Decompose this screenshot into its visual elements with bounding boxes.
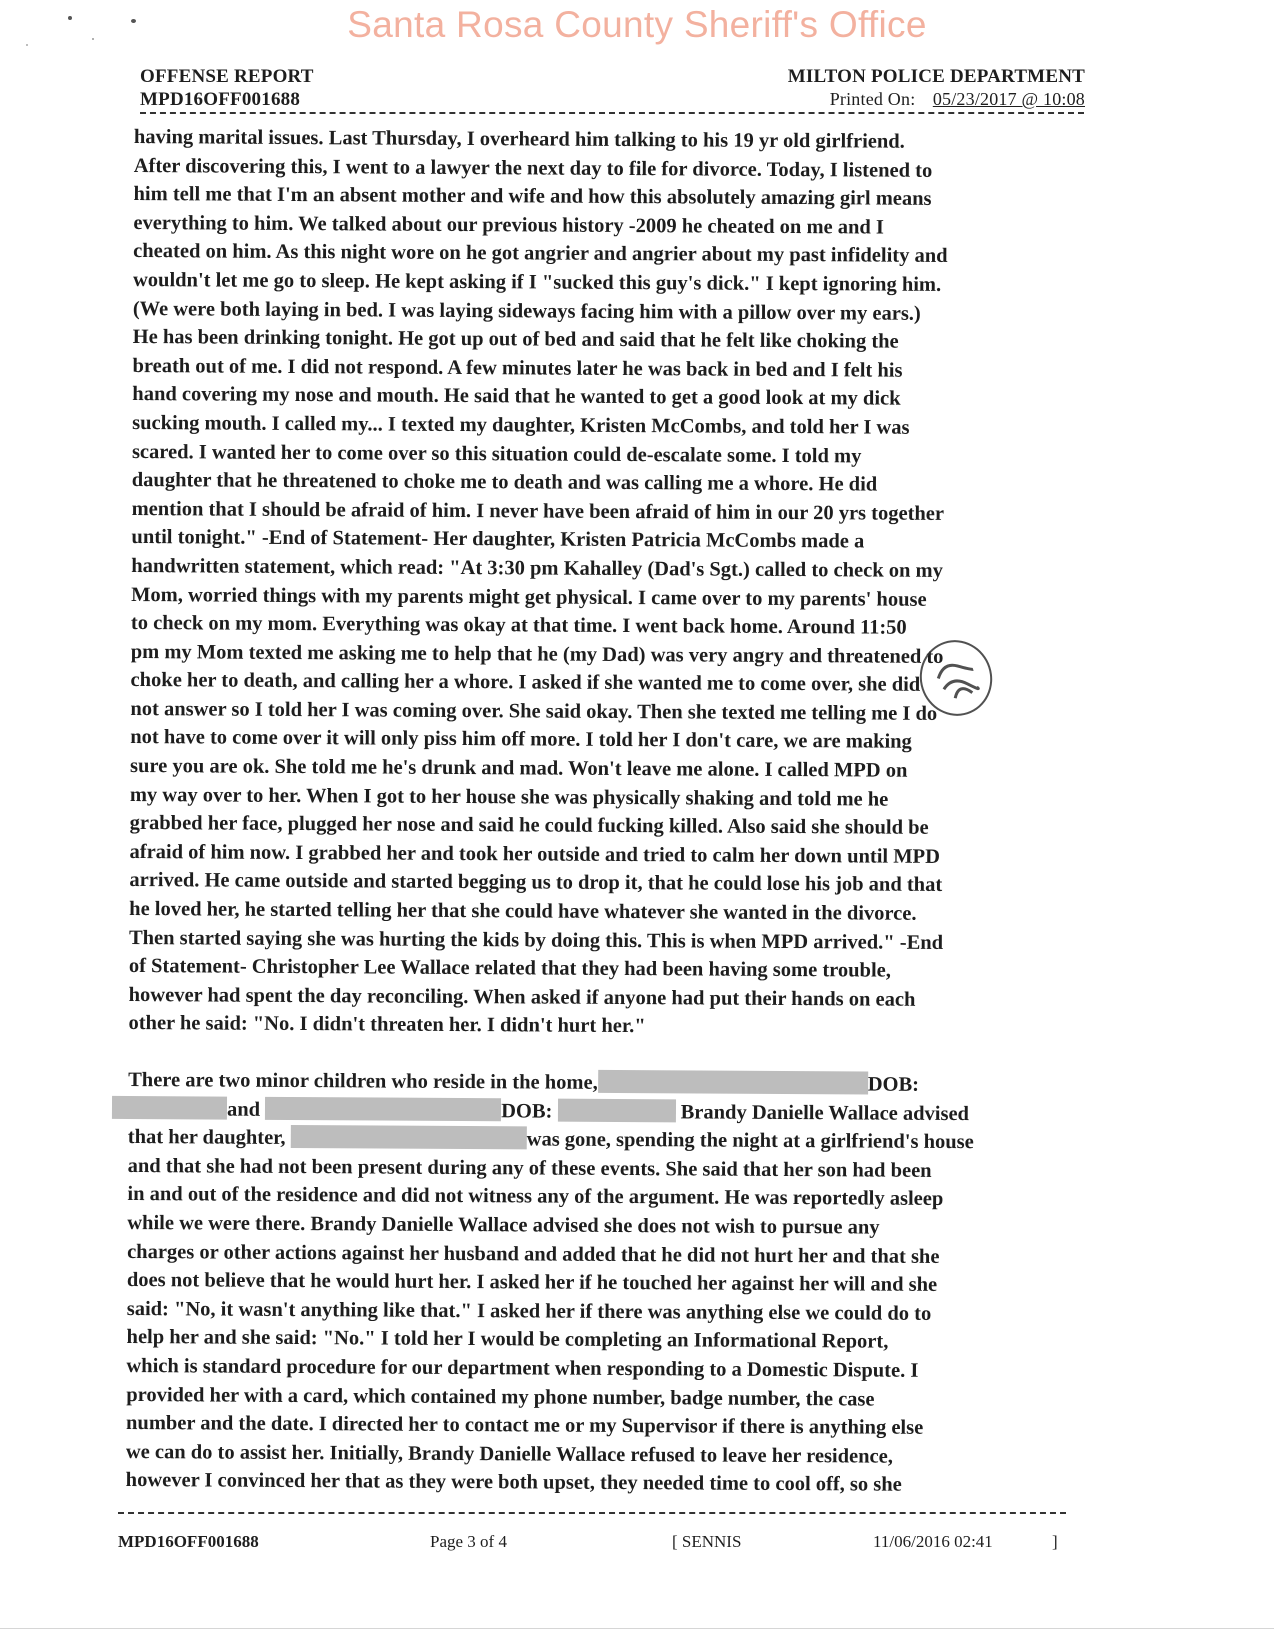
narrative-line: having marital issues. Last Thursday, I overheard him talking to his 19 yr old girlfriend. bbox=[133, 125, 905, 153]
narrative-line: everything to him. We talked about our previous history -2009 he cheated on me and I bbox=[133, 211, 885, 239]
footer-page-number: Page 3 of 4 bbox=[430, 1532, 507, 1551]
report-type: OFFENSE REPORT bbox=[140, 66, 314, 87]
advised-text: Brandy Danielle Wallace advised bbox=[680, 1100, 970, 1125]
redaction-box bbox=[598, 1070, 868, 1095]
narrative-line: mention that I should be afraid of him. I never have been afraid of him in our 20 yrs together bbox=[131, 497, 945, 525]
narrative-line: however I convinced her that as they were both upset, they needed time to cool off, so she bbox=[125, 1469, 902, 1497]
narrative-line: number and the date. I directed her to contact me or my Supervisor if there is anything else bbox=[125, 1412, 924, 1439]
footer-rule bbox=[118, 1512, 1066, 1514]
narrative-line: my way over to her. When I got to her house she was physically shaking and told me he bbox=[129, 783, 889, 811]
narrative-line: afraid of him now. I grabbed her and took her outside and tried to calm her down until MPD bbox=[129, 840, 940, 868]
narrative-line: wouldn't let me go to sleep. He kept asking if I "sucked this guy's dick." I kept ignoring him. bbox=[132, 268, 942, 296]
narrative-line: not have to come over it will only piss him off more. I told her I don't care, we are making bbox=[130, 726, 912, 754]
narrative-line: until tonight." -End of Statement- Her daughter, Kristen Patricia McCombs made a bbox=[131, 526, 865, 553]
footer-datetime: 11/06/2016 02:41 bbox=[873, 1532, 993, 1551]
narrative-line: sucking mouth. I called my... I texted my daughter, Kristen McCombs, and told her I was bbox=[132, 411, 910, 439]
printed-value: 05/23/2017 @ 10:08 bbox=[932, 89, 1085, 109]
header-rule bbox=[140, 112, 1084, 114]
narrative-block-1 bbox=[128, 123, 1134, 1044]
narrative-line: which is standard procedure for our department when responding to a Domestic Dispute. I bbox=[126, 1354, 919, 1382]
narrative-line: help her and she said: "No." I told her I would be completing an Informational Report, bbox=[126, 1326, 889, 1353]
footer-case-number: MPD16OFF001688 bbox=[118, 1532, 259, 1551]
narrative-line: Mom, worried things with my parents might get physical. I came over to my parents' house bbox=[131, 583, 927, 611]
narrative-line: hand covering my nose and mouth. He said that he wanted to get a good look at my dick bbox=[132, 383, 901, 411]
narrative-line: cheated on him. As this night wore on he got angrier and angrier about my past infidelity and bbox=[133, 240, 948, 268]
case-number: MPD16OFF001688 bbox=[140, 89, 301, 110]
narrative-line: grabbed her face, plugged her nose and said he could fucking killed. Also said she should be bbox=[129, 812, 929, 840]
narrative-line: other he said: "No. I didn't threaten her. I didn't hurt her." bbox=[128, 1012, 646, 1038]
children-intro: There are two minor children who reside in the home, bbox=[128, 1068, 598, 1094]
redacted-block bbox=[128, 1066, 1129, 1158]
narrative-line: he loved her, he started telling her that she could have whatever she wanted in the divorce. bbox=[129, 898, 917, 925]
page-edge bbox=[0, 1628, 1274, 1629]
narrative-line: provided her with a card, which contained my phone number, badge number, the case bbox=[126, 1383, 875, 1411]
printed-label: Printed On: bbox=[829, 89, 916, 109]
narrative-block-2 bbox=[126, 1152, 1128, 1501]
stamp-scribble-icon bbox=[924, 646, 987, 709]
narrative-line: does not believe that he would hurt her. I asked her if he touched her against her will and she bbox=[126, 1269, 938, 1297]
footer-officer: [ SENNIS bbox=[672, 1532, 742, 1551]
narrative-line: charges or other actions against her husband and added that he did not hurt her and that she bbox=[127, 1240, 940, 1268]
department-name: MILTON POLICE DEPARTMENT bbox=[787, 66, 1085, 87]
daughter-gone-text: was gone, spending the night at a girlfriend's house bbox=[526, 1128, 974, 1154]
narrative-line: however had spent the day reconciling. When asked if anyone had put their hands on each bbox=[128, 983, 916, 1011]
narrative-line: of Statement- Christopher Lee Wallace related that they had been having some trouble, bbox=[128, 955, 891, 982]
daughter-intro: that her daughter, bbox=[127, 1126, 286, 1150]
narrative-line: not answer so I told her I was coming over. She said okay. Then she texted me telling me I do bbox=[130, 697, 938, 725]
narrative-line: breath out of me. I did not respond. A few minutes later he was back in bed and I felt his bbox=[132, 354, 903, 382]
redaction-box bbox=[112, 1095, 227, 1119]
report-body bbox=[126, 123, 1134, 1501]
narrative-line: and that she had not been present during any of these events. She said that her son had been bbox=[127, 1154, 932, 1182]
narrative-line: pm my Mom texted me asking me to help that he (my Dad) was very angry and threatened to bbox=[130, 640, 944, 668]
narrative-line: He has been drinking tonight. He got up out of bed and said that he felt like choking the bbox=[132, 326, 899, 353]
narrative-line: choke her to death, and calling her a whore. I asked if she wanted me to come over, she did bbox=[130, 669, 921, 697]
narrative-line: in and out of the residence and did not witness any of the argument. He was reportedly asleep bbox=[127, 1183, 944, 1211]
printed-on bbox=[830, 89, 1085, 110]
narrative-line: handwritten statement, which read: "At 3:30 pm Kahalley (Dad's Sgt.) called to check on my bbox=[131, 554, 943, 582]
and-word: and bbox=[226, 1098, 261, 1121]
watermark: Santa Rosa County Sheriff's Office bbox=[347, 4, 927, 45]
footer-bracket: ] bbox=[1052, 1532, 1058, 1551]
redaction-box bbox=[265, 1096, 501, 1120]
dob-label-2: DOB: bbox=[501, 1099, 553, 1123]
narrative-line: arrived. He came outside and started begging us to drop it, that he could lose his job and that bbox=[129, 869, 943, 897]
redaction-box bbox=[557, 1098, 675, 1122]
narrative-line: After discovering this, I went to a lawyer the next day to file for divorce. Today, I listened to bbox=[133, 154, 933, 182]
narrative-line: him tell me that I'm an absent mother and wife and how this absolutely amazing girl means bbox=[133, 183, 932, 211]
narrative-line: while we were there. Brandy Danielle Wallace advised she does not wish to pursue any bbox=[127, 1211, 880, 1239]
narrative-line: to check on my mom. Everything was okay at that time. I went back home. Around 11:50 bbox=[130, 612, 907, 639]
redaction-box bbox=[291, 1125, 527, 1149]
dob-label: DOB: bbox=[867, 1073, 920, 1096]
narrative-line: scared. I wanted her to come over so this situation could de-escalate some. I told my bbox=[131, 440, 862, 467]
narrative-line: Then started saying she was hurting the kids by doing this. This is when MPD arrived." -End bbox=[128, 926, 944, 954]
narrative-line: said: "No, it wasn't anything like that." I asked her if there was anything else we could do to bbox=[126, 1297, 932, 1325]
narrative-line: daughter that he threatened to choke me to death and was calling me a whore. He did bbox=[131, 469, 878, 496]
narrative-line: (We were both laying in bed. I was laying sideways facing him with a pillow over my ears.) bbox=[132, 297, 921, 325]
narrative-line: sure you are ok. She told me he's drunk and mad. Won't leave me alone. I called MPD on bbox=[130, 755, 908, 782]
narrative-line: we can do to assist her. Initially, Brandy Danielle Wallace refused to leave her residence, bbox=[125, 1440, 893, 1468]
